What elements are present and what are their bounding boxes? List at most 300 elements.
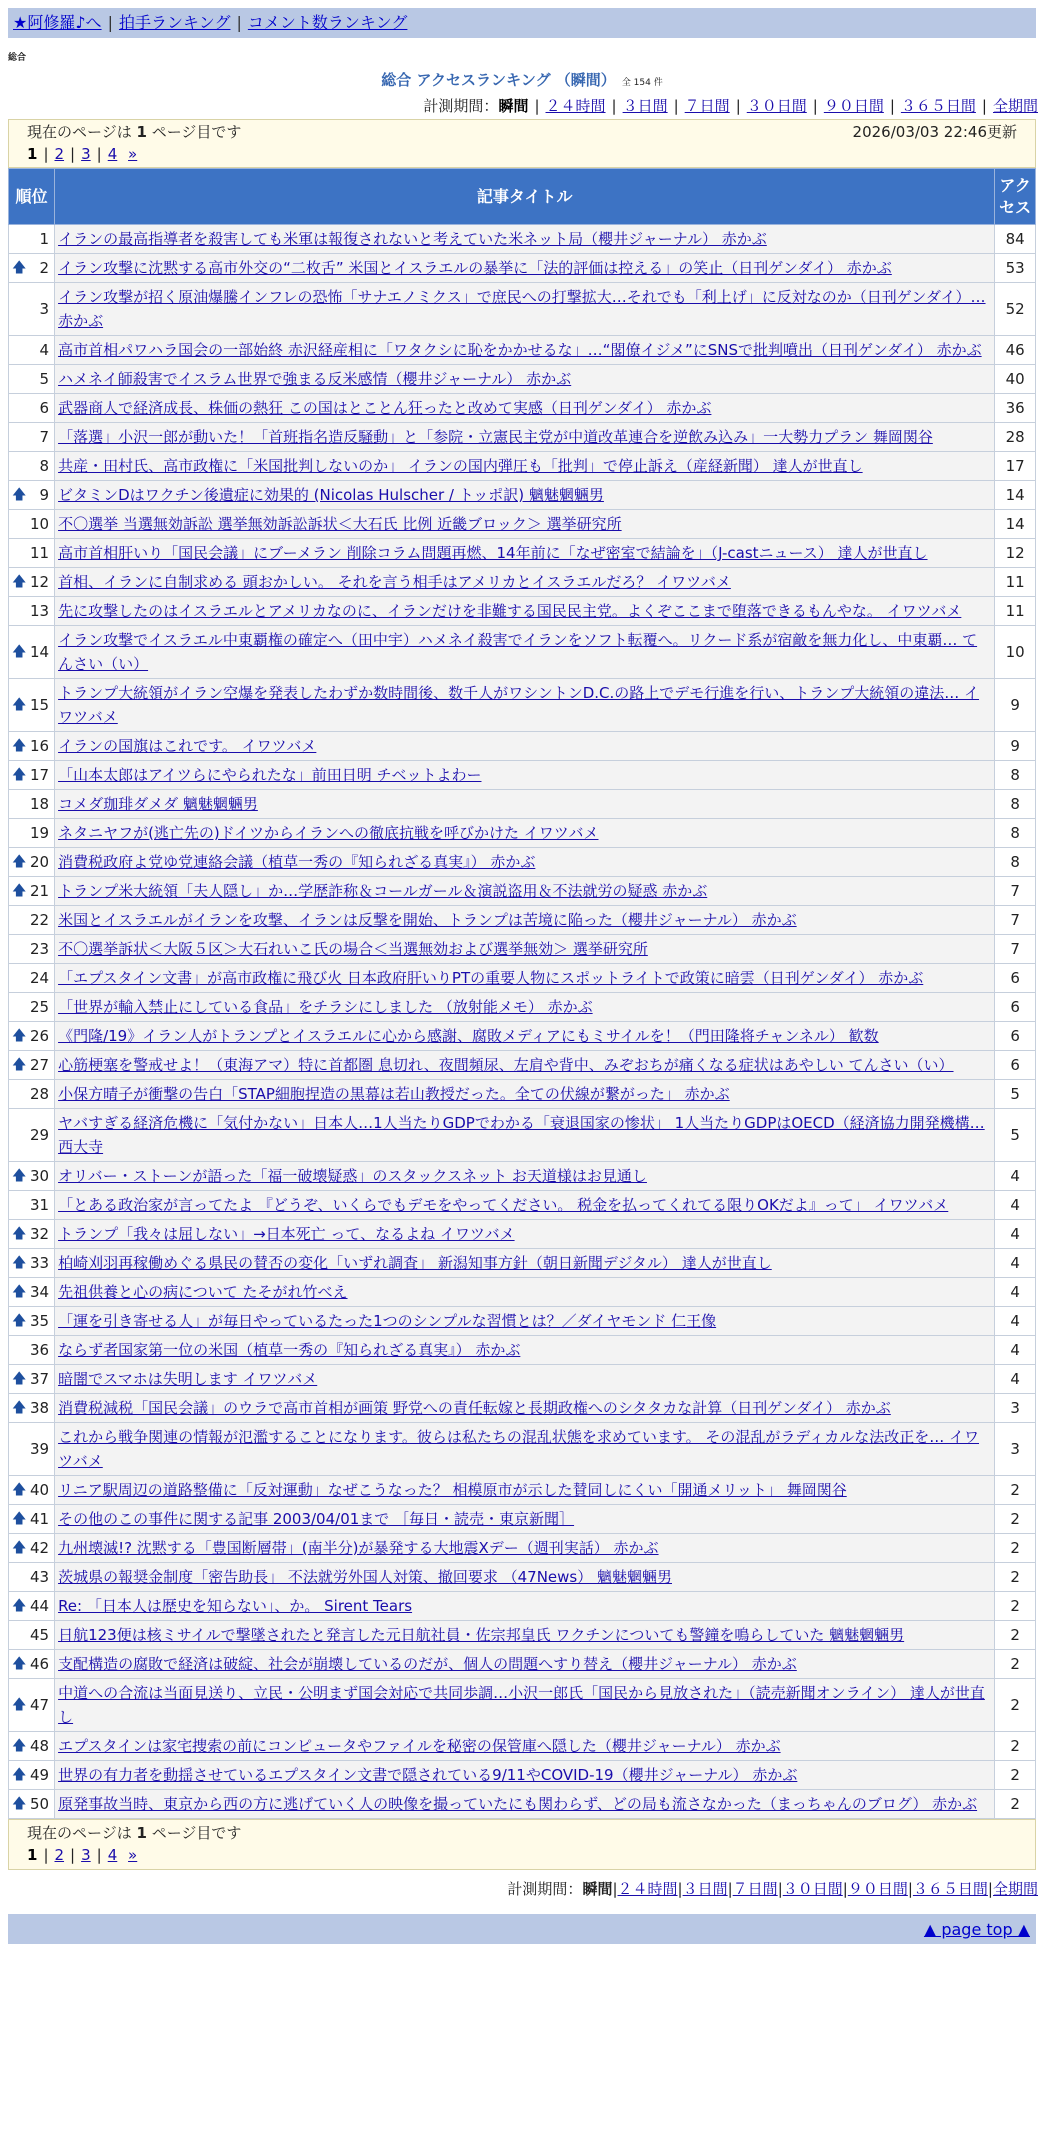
- title-cell: [55, 336, 995, 365]
- table-row: [9, 1022, 1036, 1051]
- table-row: [9, 1249, 1036, 1278]
- title-cell: [55, 1476, 995, 1505]
- period-link[interactable]: ７日間: [732, 1880, 778, 1898]
- article-link[interactable]: 九州壊滅!? 沈黙する「豊国断層帯」(南半分)が暴発する大地震Xデー（週刊実話） 赤かぶ: [58, 1539, 659, 1557]
- up-arrow-icon: 🡅: [12, 1371, 27, 1387]
- period-link[interactable]: ２４時間: [545, 97, 606, 115]
- page-title-text: 総合 アクセスランキング （瞬間）: [381, 71, 616, 89]
- article-link[interactable]: 世界の有力者を動揺させているエプスタイン文書で隠されている9/11やCOVID-19（櫻井ジャーナル） 赤かぶ: [58, 1766, 798, 1784]
- article-link[interactable]: 「とある政治家が言ってたよ 『どうぞ、いくらでもデモをやってください。 税金を払ってくれてる限りOKだよ』って」 イワツバメ: [58, 1196, 949, 1214]
- article-link[interactable]: イラン攻撃でイスラエル中東覇権の確定へ（田中宇）ハメネイ殺害でイランをソフト転覆へ。リクード系が宿敵を無力化し、中東覇… てんさい（い）: [58, 631, 978, 673]
- pager-page-link[interactable]: 4: [107, 1846, 118, 1864]
- rank-number: 2: [39, 259, 50, 277]
- period-link[interactable]: ３６５日間: [912, 1880, 988, 1898]
- rank-number: 5: [39, 370, 50, 388]
- count-cell: 11: [995, 597, 1036, 626]
- count-cell: 8: [995, 790, 1036, 819]
- period-link[interactable]: ３６５日間: [900, 97, 976, 115]
- up-arrow-icon: 🡅: [12, 1057, 27, 1073]
- article-link[interactable]: イラン攻撃に沈黙する高市外交の“二枚舌” 米国とイスラエルの暴挙に「法的評価は控える」の笑止（日刊ゲンダイ） 赤かぶ: [58, 259, 892, 277]
- rank-number: 17: [29, 766, 50, 784]
- title-cell: [55, 1022, 995, 1051]
- period-label: 計測期間：: [507, 1880, 583, 1898]
- title-cell: [55, 1162, 995, 1191]
- title-cell: [55, 539, 995, 568]
- table-row: [9, 1162, 1036, 1191]
- rank-number: 36: [29, 1341, 50, 1359]
- title-cell: [55, 1534, 995, 1563]
- up-arrow-icon: 🡅: [12, 1400, 27, 1416]
- article-link[interactable]: 高市首相肝いり「国民会議」にブーメラン 削除コラム問題再燃、14年前に「なぜ密室で結論を」（J-castニュース） 達人が世直し: [58, 544, 928, 562]
- rank-number: 21: [29, 882, 50, 900]
- count-cell: 2: [995, 1534, 1036, 1563]
- count-cell: 6: [995, 993, 1036, 1022]
- title-cell: [55, 1080, 995, 1109]
- clap-ranking-link[interactable]: 拍手ランキング: [118, 13, 231, 32]
- pager-page-link[interactable]: 3: [81, 1846, 91, 1864]
- title-cell: [55, 1563, 995, 1592]
- article-link[interactable]: 日航123便は核ミサイルで撃墜されたと発言した元日航社員・佐宗邦皇氏 ワクチンについても警鐘を鳴らしていた 魑魅魍魎男: [58, 1626, 905, 1644]
- article-link[interactable]: ネタニヤフが(逃亡先の)ドイツからイランへの徹底抗戦を呼びかけた イワツバメ: [58, 824, 599, 842]
- period-separator: |: [727, 1880, 733, 1898]
- rank-number: 20: [29, 853, 50, 871]
- rank-cell: [9, 1505, 55, 1534]
- period-separator: |: [534, 97, 540, 115]
- pager-next-link[interactable]: »: [128, 1846, 138, 1864]
- article-link[interactable]: 消費税減税「国民会議」のウラで高市首相が画策 野党への責任転嫁と長期政権へのシタタカな計算（日刊ゲンダイ） 赤かぶ: [58, 1399, 891, 1417]
- table-row: [9, 1679, 1036, 1732]
- rank-cell: [9, 1051, 55, 1080]
- rank-number: 3: [39, 300, 50, 318]
- period-separator: |: [777, 1880, 783, 1898]
- period-separator: |: [987, 1880, 993, 1898]
- category-label: 総合: [8, 53, 27, 63]
- rank-cell: [9, 1249, 55, 1278]
- article-link[interactable]: 暗闇でスマホは失明します イワツバメ: [58, 1370, 318, 1388]
- table-row: [9, 679, 1036, 732]
- rank-number: 1: [39, 230, 50, 248]
- period-separator: |: [812, 97, 818, 115]
- period-link[interactable]: ２４時間: [617, 1880, 678, 1898]
- title-cell: [55, 1423, 995, 1476]
- count-cell: 46: [995, 336, 1036, 365]
- pager-page-link[interactable]: 2: [54, 1846, 65, 1864]
- count-cell: 28: [995, 423, 1036, 452]
- rank-number: 48: [29, 1737, 50, 1755]
- up-arrow-icon: 🡅: [12, 1255, 27, 1271]
- period-link[interactable]: ９０日間: [847, 1880, 908, 1898]
- rank-cell: [9, 1790, 55, 1819]
- rank-column-header: 順位: [9, 169, 55, 225]
- title-cell: [55, 906, 995, 935]
- article-link[interactable]: ならず者国家第一位の米国（植草一秀の『知られざる真実』） 赤かぶ: [58, 1341, 521, 1359]
- count-cell: 10: [995, 626, 1036, 679]
- count-cell: 6: [995, 964, 1036, 993]
- count-cell: 2: [995, 1505, 1036, 1534]
- table-row: [9, 394, 1036, 423]
- title-cell: [55, 1592, 995, 1621]
- title-cell: [55, 1109, 995, 1162]
- rank-cell: [9, 1679, 55, 1732]
- article-link[interactable]: ビタミンDはワクチン後遺症に効果的 (Nicolas Hulscher / トッポ訳) 魑魅魍魎男: [58, 486, 604, 504]
- table-row: [9, 1563, 1036, 1592]
- title-cell: [55, 935, 995, 964]
- table-row: [9, 1278, 1036, 1307]
- title-cell: [55, 283, 995, 336]
- rank-number: 19: [29, 824, 50, 842]
- pager-page-link[interactable]: 4: [107, 145, 118, 163]
- pager-separator: |: [43, 1846, 49, 1864]
- rank-cell: [9, 452, 55, 481]
- rank-cell: [9, 1476, 55, 1505]
- count-cell: 84: [995, 225, 1036, 254]
- rank-cell: [9, 626, 55, 679]
- article-link[interactable]: オリバー・ストーンが語った「福一破壊疑惑」のスタックスネット お天道様はお見通し: [58, 1167, 647, 1185]
- rank-cell: [9, 906, 55, 935]
- table-row: [9, 732, 1036, 761]
- article-link[interactable]: 消費税政府よ党ゆ党連絡会議（植草一秀の『知られざる真実』） 赤かぶ: [58, 853, 536, 871]
- rank-cell: [9, 423, 55, 452]
- count-cell: 4: [995, 1220, 1036, 1249]
- count-cell: 52: [995, 283, 1036, 336]
- count-cell: 4: [995, 1365, 1036, 1394]
- page-info-box: [8, 119, 1036, 168]
- table-row: [9, 1505, 1036, 1534]
- pager-next-link[interactable]: »: [128, 145, 138, 163]
- rank-cell: [9, 1080, 55, 1109]
- period-link[interactable]: ７日間: [684, 97, 730, 115]
- rank-cell: [9, 283, 55, 336]
- table-row: [9, 1109, 1036, 1162]
- title-cell: [55, 679, 995, 732]
- count-cell: 12: [995, 539, 1036, 568]
- article-link[interactable]: 《門隆/19》イラン人がトランプとイスラエルに心から感謝、腐敗メディアにもミサイルを！（門田隆将チャンネル） 歓数: [58, 1027, 879, 1045]
- rank-cell: [9, 481, 55, 510]
- article-link[interactable]: 先祖供養と心の病について たそがれ竹べえ: [58, 1283, 348, 1301]
- rank-cell: [9, 1592, 55, 1621]
- article-link[interactable]: イランの国旗はこれです。 イワツバメ: [58, 737, 317, 755]
- count-cell: 11: [995, 568, 1036, 597]
- title-cell: [55, 1191, 995, 1220]
- rank-number: 38: [29, 1399, 50, 1417]
- up-arrow-icon: 🡅: [12, 1540, 27, 1556]
- rank-number: 22: [29, 911, 50, 929]
- article-link[interactable]: トランプ米大統領「夫人隠し」か…学歴詐称＆コールガール＆演説盗用＆不法就労の疑惑 赤かぶ: [58, 882, 708, 900]
- rank-number: 47: [29, 1696, 50, 1714]
- article-link[interactable]: 米国とイスラエルがイランを攻撃、イランは反撃を開始、トランプは苦境に陥った（櫻井ジャーナル） 赤かぶ: [58, 911, 797, 929]
- rank-cell: [9, 1307, 55, 1336]
- title-cell: [55, 225, 995, 254]
- article-link[interactable]: 武器商人で経済成長、株価の熱狂 この国はとことん狂ったと改めて実感（日刊ゲンダイ） 赤かぶ: [58, 399, 712, 417]
- article-link[interactable]: 不〇選挙 当選無効訴訟 選挙無効訴訟訴状＜大石氏 比例 近畿ブロック＞ 選挙研究所: [58, 515, 622, 533]
- count-cell: 2: [995, 1563, 1036, 1592]
- rank-number: 33: [29, 1254, 50, 1272]
- rank-cell: [9, 1423, 55, 1476]
- table-row: [9, 848, 1036, 877]
- count-cell: 7: [995, 906, 1036, 935]
- up-arrow-icon: 🡅: [12, 767, 27, 783]
- rank-cell: [9, 761, 55, 790]
- period-link[interactable]: ９０日間: [823, 97, 884, 115]
- rank-number: 15: [29, 696, 50, 714]
- pager: [27, 143, 1017, 165]
- title-cell: [55, 761, 995, 790]
- count-cell: 4: [995, 1249, 1036, 1278]
- period-link[interactable]: ３日間: [622, 97, 668, 115]
- article-link[interactable]: その他のこの事件に関する記事 2003/04/01まで ［毎日・読売・東京新聞］: [58, 1510, 575, 1528]
- count-cell: 2: [995, 1790, 1036, 1819]
- count-cell: 7: [995, 935, 1036, 964]
- article-link[interactable]: エプスタインは家宅捜索の前にコンピュータやファイルを秘密の保管庫へ隠した（櫻井ジャーナル） 赤かぶ: [58, 1737, 781, 1755]
- count-cell: 4: [995, 1307, 1036, 1336]
- rank-cell: [9, 1650, 55, 1679]
- up-arrow-icon: 🡅: [12, 1313, 27, 1329]
- rank-number: 42: [29, 1539, 50, 1557]
- rank-cell: [9, 1336, 55, 1365]
- count-cell: 14: [995, 481, 1036, 510]
- count-cell: 5: [995, 1080, 1036, 1109]
- article-link[interactable]: イラン攻撃が招く原油爆騰インフレの恐怖「サナエノミクス」で庶民への打撃拡大…それでも「利上げ」に反対なのか（日刊ゲンダイ）… 赤かぶ: [58, 288, 986, 330]
- title-cell: [55, 254, 995, 283]
- total-count: 全 154 件: [621, 78, 663, 88]
- article-link[interactable]: 首相、イランに自制求める 頭おかしい。 それを言う相手はアメリカとイスラエルだろ？ イワツバメ: [58, 573, 731, 591]
- count-cell: 2: [995, 1621, 1036, 1650]
- title-cell: [55, 1220, 995, 1249]
- title-cell: [55, 732, 995, 761]
- count-cell: 4: [995, 1336, 1036, 1365]
- up-arrow-icon: 🡅: [12, 574, 27, 590]
- rank-cell: [9, 964, 55, 993]
- table-row: [9, 510, 1036, 539]
- rank-number: 30: [29, 1167, 50, 1185]
- count-cell: 14: [995, 510, 1036, 539]
- up-arrow-icon: 🡅: [12, 854, 27, 870]
- table-row: [9, 790, 1036, 819]
- rank-number: 45: [29, 1626, 50, 1644]
- pager-separator: |: [70, 1846, 76, 1864]
- table-row: [9, 423, 1036, 452]
- rank-number: 14: [29, 643, 50, 661]
- rank-cell: [9, 732, 55, 761]
- title-cell: [55, 1051, 995, 1080]
- count-cell: 8: [995, 848, 1036, 877]
- page-title: [0, 70, 1044, 93]
- page-info-box-bottom: [8, 1819, 1036, 1870]
- article-link[interactable]: 支配構造の腐敗で経済は破綻、社会が崩壊しているのだが、個人の問題へすり替え（櫻井ジャーナル） 赤かぶ: [58, 1655, 797, 1673]
- article-link[interactable]: ハメネイ師殺害でイスラム世界で強まる反米感情（櫻井ジャーナル） 赤かぶ: [58, 370, 572, 388]
- table-row: [9, 1621, 1036, 1650]
- article-link[interactable]: これから戦争関連の情報が氾濫することになります。彼らは私たちの混乱状態を求めています。 その混乱がラディカルな法改正を… イワツバメ: [58, 1428, 980, 1470]
- period-separator: |: [677, 1880, 683, 1898]
- count-cell: 4: [995, 1278, 1036, 1307]
- article-link[interactable]: 不〇選挙訴状＜大阪５区＞大石れいこ氏の場合＜当選無効および選挙無効＞ 選挙研究所: [58, 940, 648, 958]
- rank-cell: [9, 254, 55, 283]
- current-page-text: 現在のページは 1 ページ目です: [27, 123, 242, 141]
- rank-cell: [9, 1761, 55, 1790]
- article-link[interactable]: 「エプスタイン文書」が高市政権に飛び火 日本政府肝いりPTの重要人物にスポットライトで政策に暗雲（日刊ゲンダイ） 赤かぶ: [58, 969, 924, 987]
- article-link[interactable]: 「世界が輸入禁止にしている食品」をチラシにしました （放射能メモ） 赤かぶ: [58, 998, 593, 1016]
- rank-number: 39: [29, 1440, 50, 1458]
- table-row: [9, 597, 1036, 626]
- title-cell: [55, 993, 995, 1022]
- count-cell: 53: [995, 254, 1036, 283]
- up-arrow-icon: 🡅: [12, 1738, 27, 1754]
- rank-number: 26: [29, 1027, 50, 1045]
- rank-cell: [9, 1563, 55, 1592]
- title-cell: [55, 819, 995, 848]
- period-link[interactable]: 全期間: [992, 97, 1038, 115]
- article-link[interactable]: 心筋梗塞を警戒せよ！（東海アマ）特に首都圏 息切れ、夜間頻尿、左肩や背中、みぞおちが痛くなる症状はあやしい てんさい（い）: [58, 1056, 954, 1074]
- table-row: [9, 283, 1036, 336]
- period-separator: |: [981, 97, 987, 115]
- up-arrow-icon: 🡅: [12, 487, 27, 503]
- rank-cell: [9, 819, 55, 848]
- page-top-link[interactable]: ▲ page top ▲: [923, 1920, 1030, 1939]
- article-link[interactable]: 「運を引き寄せる人」が毎日やっているたった1つのシンプルな習慣とは？／ダイヤモンド 仁王像: [58, 1312, 717, 1330]
- count-cell: 4: [995, 1162, 1036, 1191]
- count-cell: 8: [995, 761, 1036, 790]
- pager-page-link[interactable]: 3: [81, 145, 91, 163]
- comment-ranking-link[interactable]: コメント数ランキング: [247, 13, 408, 32]
- title-cell: [55, 481, 995, 510]
- rank-number: 43: [29, 1568, 50, 1586]
- up-arrow-icon: 🡅: [12, 1656, 27, 1672]
- table-row: [9, 1191, 1036, 1220]
- title-cell: [55, 626, 995, 679]
- period-separator: |: [907, 1880, 913, 1898]
- table-row: [9, 1080, 1036, 1109]
- article-link[interactable]: 柏崎刈羽再稼働めぐる県民の賛否の変化「いずれ調査」 新潟知事方針（朝日新聞デジタル） 達人が世直し: [58, 1254, 772, 1272]
- up-arrow-icon: 🡅: [12, 1028, 27, 1044]
- table-row: [9, 993, 1036, 1022]
- rank-number: 24: [29, 969, 50, 987]
- rank-number: 25: [29, 998, 50, 1016]
- pager-current-page: 1: [27, 1846, 38, 1864]
- article-link[interactable]: ヤバすぎる経済危機に「気付かない」日本人…1人当たりGDPでわかる「衰退国家の惨状」 1人当たりGDPはOECD（経済協力開発機構… 西大寺: [58, 1114, 985, 1156]
- rank-number: 11: [29, 544, 50, 562]
- article-link[interactable]: 先に攻撃したのはイスラエルとアメリカなのに、イランだけを非難する国民民主党。よくぞここまで堕落できるもんやな。 イワツバメ: [58, 602, 962, 620]
- rank-cell: [9, 1732, 55, 1761]
- rank-cell: [9, 597, 55, 626]
- pager-current-page: 1: [27, 145, 38, 163]
- article-link[interactable]: トランプ「我々は屈しない」→日本死亡 って、なるよね イワツバメ: [58, 1225, 515, 1243]
- table-row: [9, 452, 1036, 481]
- article-link[interactable]: イランの最高指導者を殺害しても米軍は報復されないと考えていた米ネット局（櫻井ジャーナル） 赤かぶ: [58, 230, 767, 248]
- table-row: [9, 1761, 1036, 1790]
- up-arrow-icon: 🡅: [12, 260, 27, 276]
- table-row: [9, 1790, 1036, 1819]
- home-link[interactable]: ★阿修羅♪へ: [13, 13, 102, 32]
- count-cell: 2: [995, 1732, 1036, 1761]
- up-arrow-icon: 🡅: [12, 1767, 27, 1783]
- title-cell: [55, 423, 995, 452]
- rank-number: 23: [29, 940, 50, 958]
- up-arrow-icon: 🡅: [12, 1511, 27, 1527]
- table-row: [9, 819, 1036, 848]
- title-cell: [55, 790, 995, 819]
- period-link[interactable]: ３日間: [682, 1880, 728, 1898]
- title-cell: [55, 1650, 995, 1679]
- article-link[interactable]: 原発事故当時、東京から西の方に逃げていく人の映像を撮っていたにも関わらず、どの局も流さなかった（まっちゃんのブログ） 赤かぶ: [58, 1795, 978, 1813]
- rank-number: 49: [29, 1766, 50, 1784]
- rank-cell: [9, 394, 55, 423]
- table-row: [9, 225, 1036, 254]
- pager-page-link[interactable]: 2: [54, 145, 65, 163]
- period-link[interactable]: ３０日間: [746, 97, 807, 115]
- table-row: [9, 254, 1036, 283]
- title-cell: [55, 1365, 995, 1394]
- title-cell: [55, 1394, 995, 1423]
- current-page-text: 現在のページは 1 ページ目です: [27, 1824, 242, 1842]
- article-link[interactable]: 中道への合流は当面見送り、立民・公明まず国会対応で共同歩調…小沢一郎氏「国民から見放された」（読売新聞オンライン） 達人が世直し: [58, 1684, 985, 1726]
- title-cell: [55, 365, 995, 394]
- table-row: [9, 877, 1036, 906]
- rank-number: 40: [29, 1481, 50, 1499]
- article-link[interactable]: コメダ珈琲ダメダ 魑魅魍魎男: [58, 795, 258, 813]
- count-cell: 2: [995, 1650, 1036, 1679]
- rank-number: 46: [29, 1655, 50, 1673]
- title-cell: [55, 1790, 995, 1819]
- article-link[interactable]: 「落選」小沢一郎が動いた！「首班指名造反騒動」と「参院・立憲民主党が中道改革連合を逆飲み込み」一大勢力プラン 舞岡関谷: [58, 428, 933, 446]
- rank-cell: [9, 336, 55, 365]
- article-link[interactable]: 小保方晴子が衝撃の告白「STAP細胞捏造の黒幕は若山教授だった。全ての伏線が繋がった」 赤かぶ: [58, 1085, 730, 1103]
- up-arrow-icon: 🡅: [12, 1284, 27, 1300]
- table-row: [9, 568, 1036, 597]
- up-arrow-icon: 🡅: [12, 1598, 27, 1614]
- rank-cell: [9, 935, 55, 964]
- up-arrow-icon: 🡅: [12, 1226, 27, 1242]
- updated-timestamp: 2026/03/03 22:46更新: [852, 123, 1017, 141]
- rank-cell: [9, 568, 55, 597]
- table-row: [9, 481, 1036, 510]
- rank-cell: [9, 1022, 55, 1051]
- table-row: [9, 1220, 1036, 1249]
- period-link[interactable]: 全期間: [992, 1880, 1038, 1898]
- table-row: [9, 1732, 1036, 1761]
- period-link[interactable]: ３０日間: [782, 1880, 843, 1898]
- count-cell: 6: [995, 1051, 1036, 1080]
- article-link[interactable]: 共産・田村氏、高市政権に「米国批判しないのか」 イランの国内弾圧も「批判」で停止訴え（産経新聞） 達人が世直し: [58, 457, 863, 475]
- article-link[interactable]: 高市首相パワハラ国会の一部始終 赤沢経産相に「ワタクシに恥をかかせるな」…“閣僚イジメ”にSNSで批判噴出（日刊ゲンダイ） 赤かぶ: [58, 341, 982, 359]
- count-cell: 4: [995, 1191, 1036, 1220]
- article-link[interactable]: リニア駅周辺の道路整備に「反対運動」なぜこうなった？ 相模原市が示した賛同しにくい「開通メリット」 舞岡関谷: [58, 1481, 847, 1499]
- article-link[interactable]: 茨城県の報奨金制度「密告助長」 不法就労外国人対策、撤回要求 （47News） 魑魅魍魎男: [58, 1568, 672, 1586]
- rank-number: 10: [29, 515, 50, 533]
- count-cell: 2: [995, 1679, 1036, 1732]
- rank-cell: [9, 365, 55, 394]
- rank-cell: [9, 993, 55, 1022]
- article-link[interactable]: トランプ大統領がイラン空爆を発表したわずか数時間後、数千人がワシントンD.C.の路上でデモ行進を行い、トランプ大統領の違法… イワツバメ: [58, 684, 980, 726]
- article-link[interactable]: Re: 「日本人は歴史を知らない」、か。 Sirent Tears: [58, 1597, 413, 1615]
- period-selector: [0, 95, 1044, 117]
- count-cell: 17: [995, 452, 1036, 481]
- rank-cell: [9, 1534, 55, 1563]
- pager: [27, 1844, 1017, 1866]
- article-link[interactable]: 「山本太郎はアイツらにやられたな」前田日明 チベットよわー: [58, 766, 482, 784]
- rank-number: 35: [29, 1312, 50, 1330]
- table-row: [9, 761, 1036, 790]
- table-row: [9, 1336, 1036, 1365]
- pager-separator: |: [70, 145, 76, 163]
- ranking-table: [8, 168, 1036, 1819]
- rank-number: 29: [29, 1126, 50, 1144]
- count-cell: 3: [995, 1394, 1036, 1423]
- title-cell: [55, 1679, 995, 1732]
- table-row: [9, 1592, 1036, 1621]
- up-arrow-icon: 🡅: [12, 883, 27, 899]
- rank-cell: [9, 1162, 55, 1191]
- table-row: [9, 626, 1036, 679]
